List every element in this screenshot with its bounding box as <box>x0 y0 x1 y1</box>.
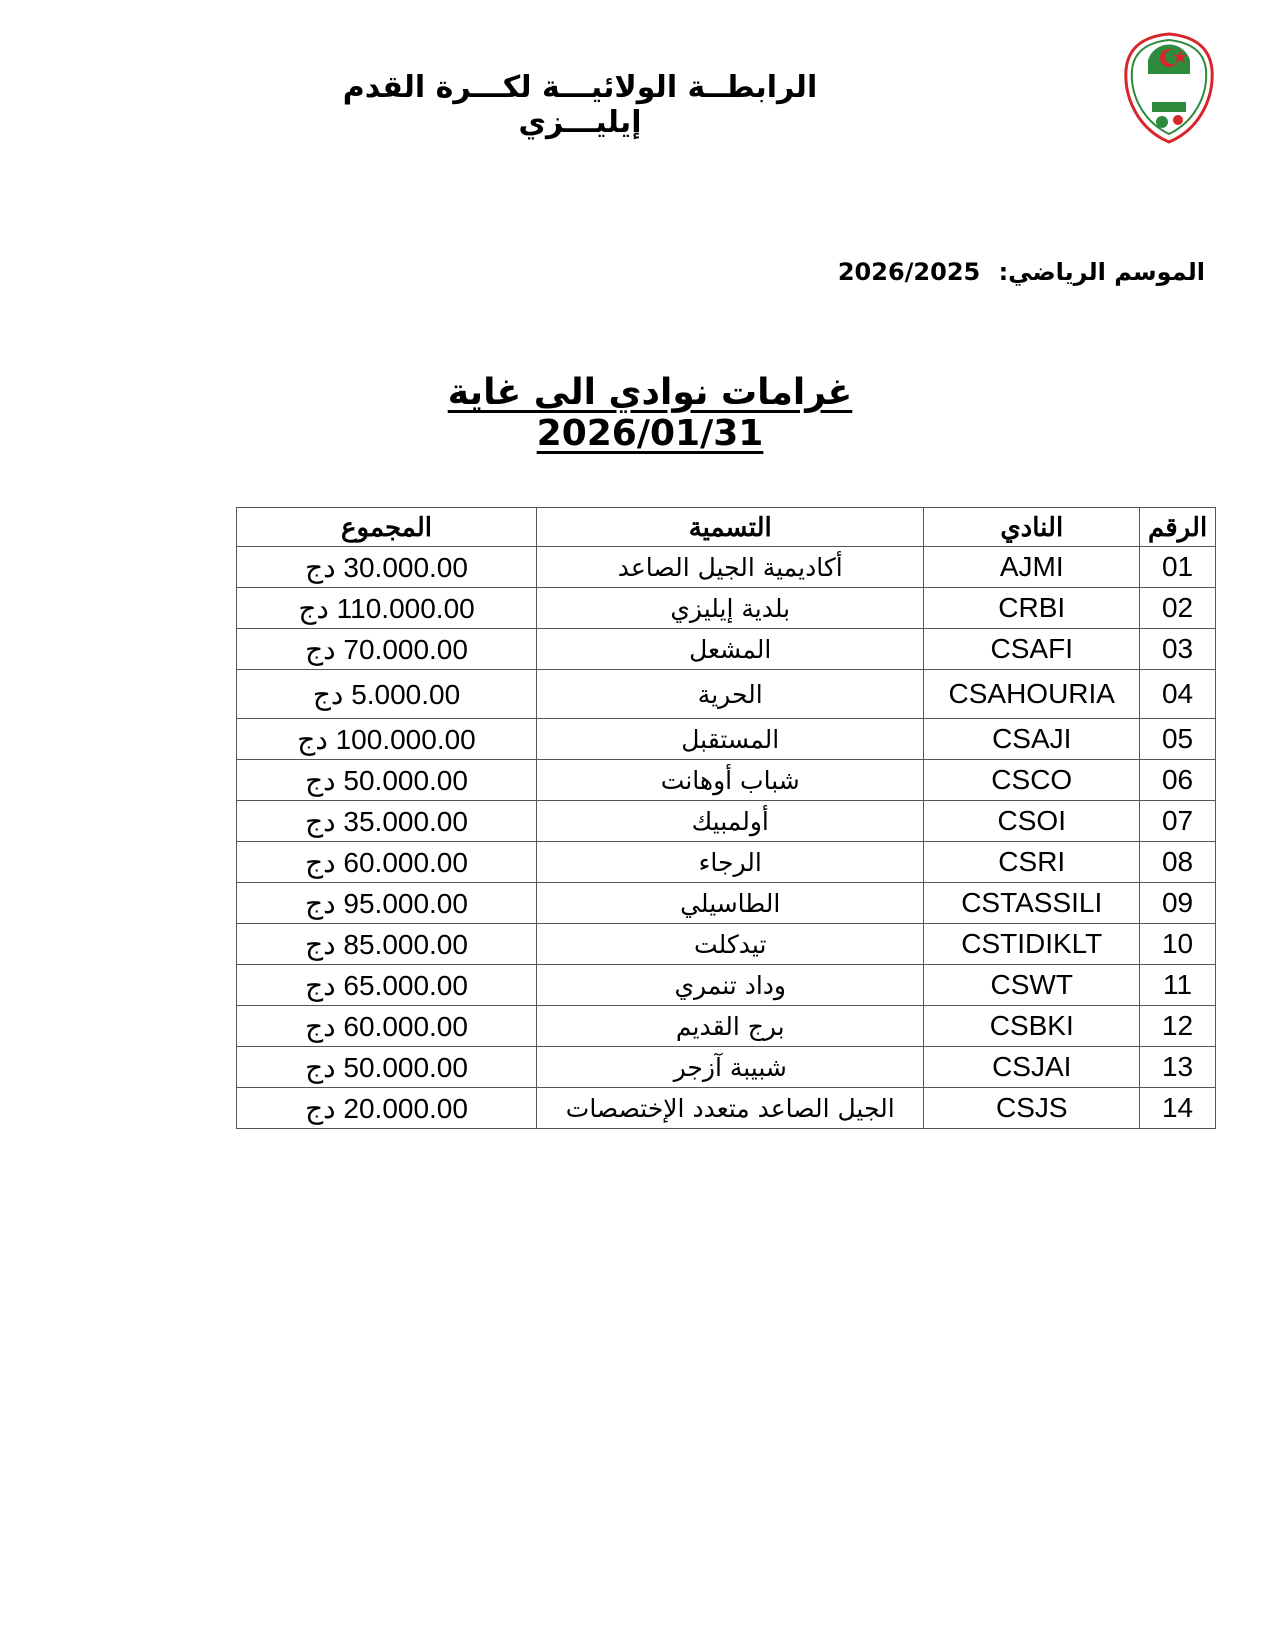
row-name: أولمبيك <box>537 801 924 842</box>
row-name: أكاديمية الجيل الصاعد <box>537 547 924 588</box>
row-total: 20.000.00 دج <box>237 1088 537 1129</box>
row-total: 60.000.00 دج <box>237 1006 537 1047</box>
row-number: 02 <box>1140 588 1216 629</box>
row-total: 110.000.00 دج <box>237 588 537 629</box>
row-number: 01 <box>1140 547 1216 588</box>
league-emblem-icon <box>1122 30 1216 146</box>
row-number: 04 <box>1140 670 1216 719</box>
row-total: 100.000.00 دج <box>237 719 537 760</box>
row-number: 08 <box>1140 842 1216 883</box>
row-name: المشعل <box>537 629 924 670</box>
table-row <box>237 670 1216 719</box>
row-total: 50.000.00 دج <box>237 1047 537 1088</box>
row-name: بلدية إيليزي <box>537 588 924 629</box>
table-row <box>237 965 1216 1006</box>
row-club: CSRI <box>924 842 1140 883</box>
row-number: 13 <box>1140 1047 1216 1088</box>
row-total: 30.000.00 دج <box>237 547 537 588</box>
row-club: CSTASSILI <box>924 883 1140 924</box>
table-row <box>237 719 1216 760</box>
row-name: وداد تنمري <box>537 965 924 1006</box>
row-name: الحرية <box>537 670 924 719</box>
table-row <box>237 547 1216 588</box>
row-club: CSTIDIKLT <box>924 924 1140 965</box>
row-club: CRBI <box>924 588 1140 629</box>
header-total: المجموع <box>237 508 537 547</box>
season-line <box>838 258 1205 286</box>
row-club: CSWT <box>924 965 1140 1006</box>
fines-table <box>236 507 1216 1129</box>
row-number: 06 <box>1140 760 1216 801</box>
table-row <box>237 801 1216 842</box>
row-number: 03 <box>1140 629 1216 670</box>
row-total: 65.000.00 دج <box>237 965 537 1006</box>
row-number: 14 <box>1140 1088 1216 1129</box>
row-name: تيدكلت <box>537 924 924 965</box>
header-number: الرقم <box>1140 508 1216 547</box>
header-club: النادي <box>924 508 1140 547</box>
table-row <box>237 924 1216 965</box>
row-number: 10 <box>1140 924 1216 965</box>
row-number: 07 <box>1140 801 1216 842</box>
row-club: CSJS <box>924 1088 1140 1129</box>
row-name: الجيل الصاعد متعدد الإختصصات <box>537 1088 924 1129</box>
row-name: شبيبة آزجر <box>537 1047 924 1088</box>
season-label: الموسم الرياضي: <box>998 258 1205 286</box>
table-row <box>237 1047 1216 1088</box>
row-number: 05 <box>1140 719 1216 760</box>
table-row <box>237 629 1216 670</box>
table-row <box>237 588 1216 629</box>
row-club: CSOI <box>924 801 1140 842</box>
row-club: AJMI <box>924 547 1140 588</box>
row-club: CSAHOURIA <box>924 670 1140 719</box>
table-row <box>237 760 1216 801</box>
table-header-row <box>237 508 1216 547</box>
row-number: 09 <box>1140 883 1216 924</box>
season-value: 2026/2025 <box>837 258 981 286</box>
row-number: 12 <box>1140 1006 1216 1047</box>
row-club: CSJAI <box>924 1047 1140 1088</box>
row-name: برج القديم <box>537 1006 924 1047</box>
table-row <box>237 1006 1216 1047</box>
row-total: 35.000.00 دج <box>237 801 537 842</box>
row-name: الرجاء <box>537 842 924 883</box>
row-name: شباب أوهانت <box>537 760 924 801</box>
table-row <box>237 883 1216 924</box>
league-title: الرابطــة الولائيـــة لكـــرة القدم إيليـــزي <box>342 70 818 140</box>
row-club: CSBKI <box>924 1006 1140 1047</box>
row-total: 85.000.00 دج <box>237 924 537 965</box>
row-total: 70.000.00 دج <box>237 629 537 670</box>
row-club: CSCO <box>924 760 1140 801</box>
row-club: CSAJI <box>924 719 1140 760</box>
table-row <box>237 842 1216 883</box>
row-name: الطاسيلي <box>537 883 924 924</box>
row-total: 5.000.00 دج <box>237 670 537 719</box>
row-club: CSAFI <box>924 629 1140 670</box>
row-total: 60.000.00 دج <box>237 842 537 883</box>
header-name: التسمية <box>537 508 924 547</box>
row-number: 11 <box>1140 965 1216 1006</box>
row-name: المستقبل <box>537 719 924 760</box>
row-total: 95.000.00 دج <box>237 883 537 924</box>
table-row <box>237 1088 1216 1129</box>
document-title: غرامات نوادي الى غاية 2026/01/31 <box>447 372 853 454</box>
row-total: 50.000.00 دج <box>237 760 537 801</box>
